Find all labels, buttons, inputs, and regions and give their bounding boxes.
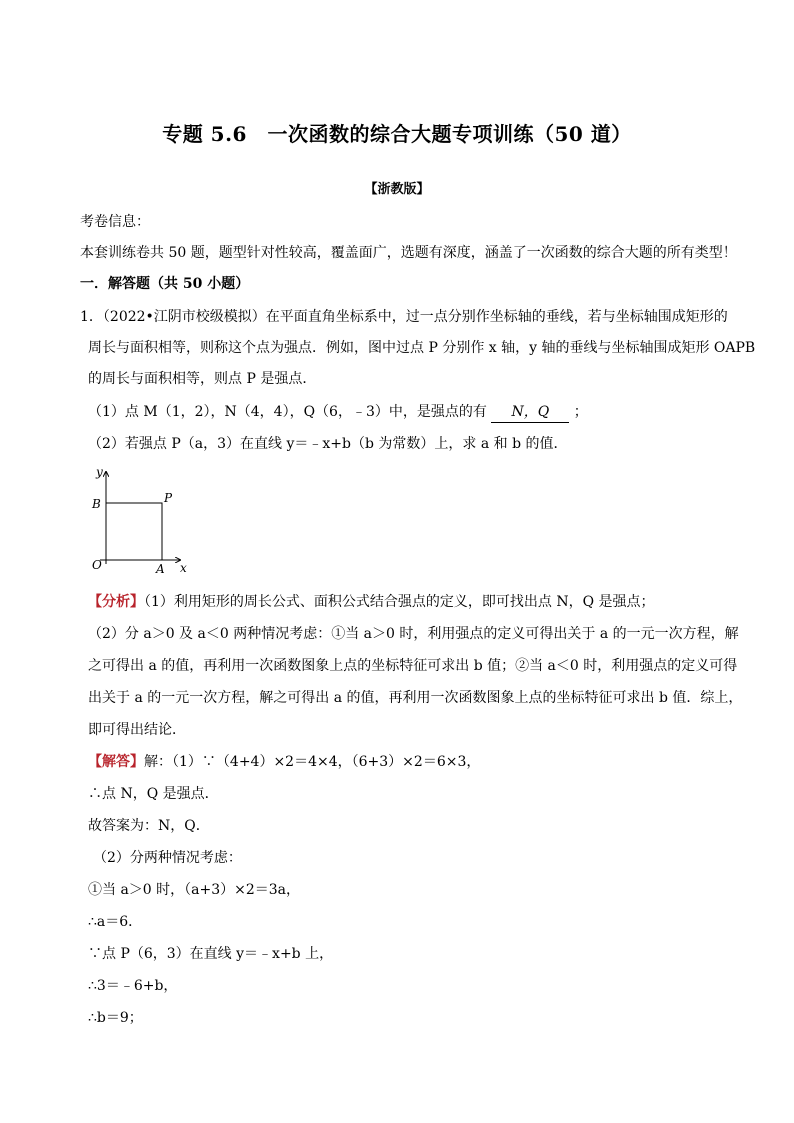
label-b: B [92,497,101,511]
solution-line-5: ①当 a＞0 时，（a+3）×2＝3a， [88,882,301,898]
rectangle-oapb [106,503,162,560]
label-a: A [156,562,165,576]
part-1-prefix: （1）点 M（1，2），N（4，4），Q（6，﹣3）中，是强点的有 [88,404,487,420]
solution-line-6: ∴a＝6． [88,914,143,930]
analysis-line-4: 出关于 a 的一元一次方程，解之可得出 a 的值，再利用一次函数图象上点的坐标特征可求出 b 值．综上， [88,690,743,706]
analysis-line-2: （2）分 a＞0 及 a＜0 两种情况考虑：①当 a＞0 时，利用强点的定义可得出关于 a 的一元一次方程，解 [88,626,739,642]
part-1-suffix: ； [573,404,588,420]
analysis-line-3: 之可得出 a 的值，再利用一次函数图象上点的坐标特征可求出 b 值；②当 a＜0 时，利用强点的定义可得 [88,658,738,674]
document-title: 专题 5.6 一次函数的综合大题专项训练（50 道） [162,122,632,146]
question-1-line-1: 1．（2022•江阴市校级模拟）在平面直角坐标系中，过一点分别作坐标轴的垂线，若与坐标轴围成矩形的 [80,309,728,325]
solution-line-8: ∴3＝﹣6+b， [88,978,178,994]
analysis-line-1-text: （1）利用矩形的周长公式、面积公式结合强点的定义，即可找出点 N，Q 是强点； [144,594,655,610]
analysis-tag: 【分析】 [88,594,144,610]
label-p: P [164,491,173,505]
info-text: 本套训练卷共 50 题，题型针对性较高，覆盖面广，选题有深度，涵盖了一次函数的综合大题的所有类型！ [80,245,737,261]
solution-line-1-text: 解：（1）∵（4+4）×2＝4×4，（6+3）×2＝6×3， [144,754,481,770]
question-1-part-1 [88,402,588,423]
edition-label: 【浙教版】 [364,182,430,197]
solution-line-7: ∵点 P（6，3）在直线 y＝﹣x+b 上， [88,946,334,962]
question-1-line-3: 的周长与面积相等，则点 P 是强点． [88,371,317,387]
solution-line-4: （2）分两种情况考虑： [93,850,242,866]
part-1-answer: N，Q [491,402,569,423]
solution-line-2: ∴点 N，Q 是强点． [88,786,219,802]
info-label: 考卷信息： [80,214,150,230]
label-y: y [96,465,103,479]
solution-line-9: ∴b＝9； [88,1010,143,1026]
rectangle-figure [86,464,196,580]
solution-tag: 【解答】 [88,754,144,770]
section-title: 一．解答题（共 50 小题） [80,276,250,292]
solution-line-1 [88,752,480,772]
question-1-part-2: （2）若强点 P（a，3）在直线 y＝﹣x+b（b 为常数）上，求 a 和 b 的值． [88,436,568,452]
analysis-line-5: 即可得出结论． [88,722,186,738]
question-1-line-2: 周长与面积相等，则称这个点为强点．例如，图中过点 P 分别作 x 轴，y 轴的垂线与坐标轴围成矩形 OAPB [88,340,756,356]
analysis-line-1 [88,592,655,612]
label-o: O [92,558,102,572]
solution-line-3: 故答案为：N，Q． [88,818,210,834]
label-x: x [180,561,187,575]
